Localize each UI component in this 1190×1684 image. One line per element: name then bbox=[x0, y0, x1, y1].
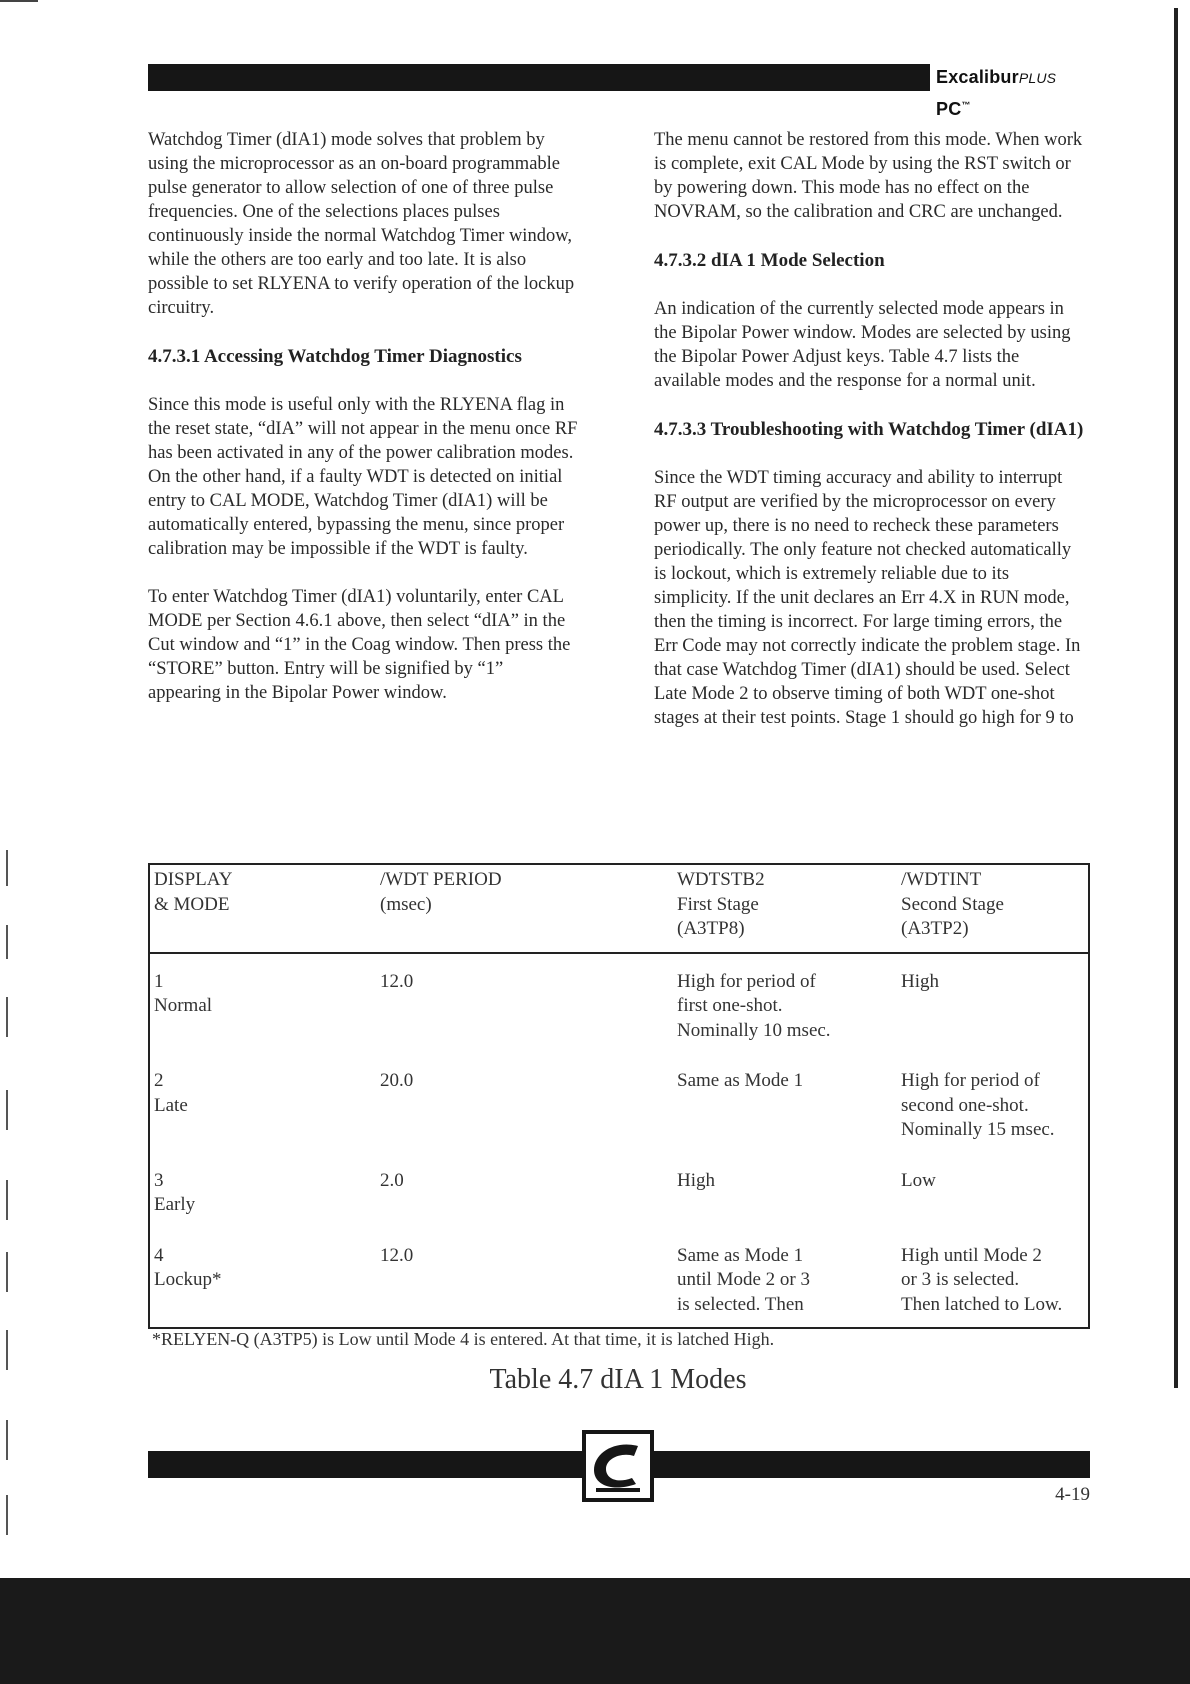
cell-line: Same as Mode 1 bbox=[677, 1070, 804, 1091]
cell-line: Low bbox=[901, 1169, 936, 1191]
brand-main: Excalibur bbox=[936, 67, 1019, 87]
page-number: 4-19 bbox=[1055, 1484, 1090, 1505]
paragraph: Since the WDT timing accuracy and ability to interrupt RF output are verified by the microprocessor on every power up, there is no need to recheck these parameters periodically. The only feature not checked automatically is lockout, which is extremely reliable due to its simplicity. If the unit declares an Err 4.X in RUN mode, then the timing is incorrect. For large timing errors, the Err Code may not correctly indicate the problem stage. In that case Watchdog Timer (dIA1) should be used. Select Late Mode 2 to observe timing of both WDT one-shot stages at their test points. Stage 1 should go high for 9 to bbox=[654, 468, 1081, 728]
modes-table bbox=[148, 863, 1090, 1329]
cell-line: first one-shot. bbox=[677, 995, 783, 1016]
brand-logo bbox=[930, 64, 1090, 119]
header-line: Second Stage bbox=[901, 893, 1004, 915]
table-header-row bbox=[149, 864, 1089, 953]
header-line: & MODE bbox=[154, 893, 230, 915]
paragraph: The menu cannot be restored from this mode. When work is complete, exit CAL Mode by using the RST switch or by powering down. This mode has no effect on the NOVRAM, so the calibration and CRC are unchanged. bbox=[654, 130, 1083, 222]
mode-number: 3 bbox=[154, 1169, 164, 1191]
header-line: (msec) bbox=[380, 893, 432, 915]
cell-line: High bbox=[677, 1169, 715, 1191]
cell-line: Same as Mode 1 bbox=[677, 1244, 804, 1266]
header-line: (A3TP2) bbox=[901, 918, 969, 939]
paragraph: Since this mode is useful only with the RLYENA flag in the reset state, “dIA” will not appear in the menu once RF has been activated in any of the power calibration modes. On the other hand, if a faulty WDT is detected on initial entry to CAL MODE, Watchdog Timer (dIA1) will be automatically entered, bypassing the menu, since proper calibration may be impossible if the WDT is faulty. bbox=[148, 395, 578, 559]
header-wdt-period bbox=[376, 864, 673, 953]
mode-number: 1 bbox=[154, 970, 164, 992]
first-stage-cell bbox=[673, 1053, 897, 1153]
brand-pc: PC bbox=[936, 99, 962, 119]
section-heading: 4.7.3.2 dIA 1 Mode Selection bbox=[654, 250, 885, 271]
left-column bbox=[148, 128, 578, 729]
table-row bbox=[149, 1228, 1089, 1329]
table-row bbox=[149, 1153, 1089, 1228]
cell-line: second one-shot. bbox=[901, 1094, 1029, 1116]
table-caption: Table 4.7 dIA 1 Modes bbox=[489, 1364, 747, 1395]
second-stage-cell bbox=[897, 953, 1089, 1054]
header-second-stage bbox=[897, 864, 1089, 953]
header-line: DISPLAY bbox=[154, 869, 233, 890]
mode-cell bbox=[149, 1053, 376, 1153]
first-stage-cell bbox=[673, 953, 897, 1054]
cell-line: High bbox=[901, 970, 939, 992]
section-heading: 4.7.3.1 Accessing Watchdog Timer Diagnostics bbox=[148, 346, 522, 367]
header-line: First Stage bbox=[677, 893, 759, 915]
cell-line: Nominally 10 msec. bbox=[677, 1019, 831, 1041]
company-logo-icon bbox=[582, 1430, 654, 1502]
header-first-stage bbox=[673, 864, 897, 953]
mode-cell bbox=[149, 1228, 376, 1329]
first-stage-cell bbox=[673, 1228, 897, 1329]
section-heading: 4.7.3.3 Troubleshooting with Watchdog Timer (dIA1) bbox=[654, 419, 1084, 440]
header-line: /WDT PERIOD bbox=[380, 869, 502, 890]
table-row bbox=[149, 1053, 1089, 1153]
brand-trademark: ™ bbox=[961, 100, 971, 110]
paragraph: To enter Watchdog Timer (dIA1) voluntarily, enter CAL MODE per Section 4.6.1 above, then select “dIA” in the Cut window and “1” in the Coag window. Then press the “STORE” button. Entry will be signified by “1” appearing in the Bipolar Power window. bbox=[148, 587, 571, 703]
cell-line: or 3 is selected. bbox=[901, 1269, 1020, 1290]
cell-line: Then latched to Low. bbox=[901, 1293, 1063, 1315]
right-column bbox=[654, 128, 1086, 754]
logo-mark-icon bbox=[586, 1434, 650, 1498]
cell-line: High until Mode 2 bbox=[901, 1244, 1042, 1266]
second-stage-cell bbox=[897, 1228, 1089, 1329]
mode-name: Early bbox=[154, 1194, 196, 1215]
period-cell: 12.0 bbox=[380, 1244, 414, 1266]
brand-plus: PLUS bbox=[1018, 70, 1057, 86]
mode-cell bbox=[149, 953, 376, 1054]
paragraph: An indication of the currently selected mode appears in the Bipolar Power window. Modes are selected by using the Bipolar Power Adjust keys. Table 4.7 lists the available modes and the response for a normal unit. bbox=[654, 299, 1071, 391]
mode-name: Late bbox=[154, 1094, 188, 1116]
header-line: WDTSTB2 bbox=[677, 869, 765, 890]
mode-cell bbox=[149, 1153, 376, 1228]
second-stage-cell bbox=[897, 1053, 1089, 1153]
header-line: /WDTINT bbox=[901, 869, 982, 890]
table-footnote: *RELYEN-Q (A3TP5) is Low until Mode 4 is entered. At that time, it is latched High. bbox=[152, 1329, 775, 1349]
first-stage-cell bbox=[673, 1153, 897, 1228]
cell-line: High for period of bbox=[677, 970, 816, 992]
period-cell: 2.0 bbox=[380, 1169, 404, 1191]
header-display-mode bbox=[149, 864, 376, 953]
cell-line: Nominally 15 msec. bbox=[901, 1119, 1055, 1140]
mode-number: 2 bbox=[154, 1070, 164, 1091]
top-edge-line bbox=[0, 0, 38, 2]
binding-edge bbox=[1174, 8, 1178, 1388]
cell-line: until Mode 2 or 3 bbox=[677, 1269, 810, 1290]
scan-bottom-band bbox=[0, 1578, 1190, 1684]
mode-number: 4 bbox=[154, 1244, 164, 1266]
cell-line: is selected. Then bbox=[677, 1293, 804, 1315]
paragraph: Watchdog Timer (dIA1) mode solves that problem by using the microprocessor as an on-board programmable pulse generator to allow selection of one of three pulse frequencies. One of the selections places pulses continuously inside the normal Watchdog Timer window, while the others are too early and too late. It is also possible to set RLYENA to verify operation of the lockup circuitry. bbox=[148, 130, 575, 318]
period-cell: 12.0 bbox=[380, 970, 414, 992]
period-cell: 20.0 bbox=[380, 1070, 414, 1091]
mode-name: Normal bbox=[154, 995, 213, 1016]
mode-name: Lockup* bbox=[154, 1269, 222, 1290]
second-stage-cell bbox=[897, 1153, 1089, 1228]
header-line: (A3TP8) bbox=[677, 918, 745, 939]
cell-line: High for period of bbox=[901, 1070, 1040, 1091]
table-row bbox=[149, 953, 1089, 1054]
